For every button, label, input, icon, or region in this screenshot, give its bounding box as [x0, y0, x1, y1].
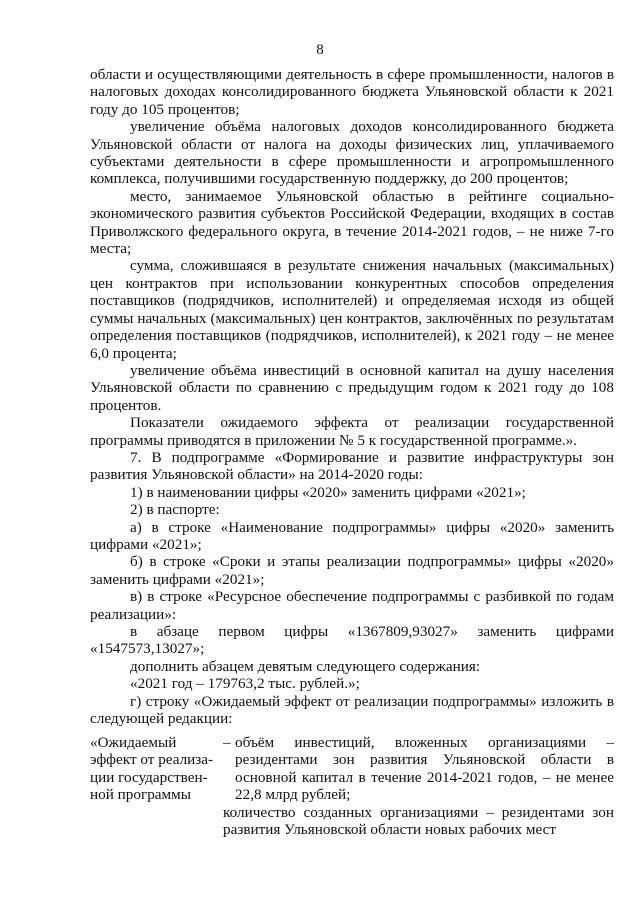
row-name-line: «Ожидаемый	[90, 734, 177, 751]
paragraph: дополнить абзацем девятым следующего содержания:	[130, 657, 481, 675]
page-number: 8	[316, 42, 324, 58]
row-dash: –	[223, 734, 231, 751]
list-item: 1) в наименовании цифры «2020» заменить цифрами «2021»;	[130, 483, 526, 501]
list-item: б) в строке «Сроки и этапы реализации подпрограммы» цифры «2020» заменить цифрами «2021»;	[90, 553, 614, 588]
passport-row-value	[223, 734, 614, 839]
paragraph: увеличение объёма налоговых доходов консолидированного бюджета Ульяновской области от налога на доходы физических лиц, уплачиваемого субъектами деятельности в сфере промышленности и агропромышленного комплекса, получившими государственную поддержку, до 200 процентов;	[90, 118, 614, 188]
row-value-paragraph: объём инвестиций, вложенных организациями – резидентами зон развития Ульяновской области в основной капитал в течение 2014-2021 годов, – не менее 22,8 млрд рублей;	[235, 734, 614, 804]
row-name-line: эффект от реализа-	[90, 751, 214, 769]
list-item: г) строку «Ожидаемый эффект от реализации подпрограммы» изложить в следующей редакции:	[90, 692, 614, 728]
list-item: 2) в паспорте:	[130, 501, 220, 519]
paragraph: области и осуществляющими деятельность в сфере промышленности, налогов в налоговых доходах консолидированного бюджета Ульяновской области к 2021 году до 105 процентов;	[90, 66, 614, 118]
row-name-line: ной программы	[90, 786, 191, 804]
passport-row	[90, 734, 614, 838]
document-body	[90, 66, 614, 727]
paragraph: место, занимаемое Ульяновской областью в рейтинге социально-экономического развития субъектов Российской Федерации, входящих в состав Приволжского федерального округа, в течение 2014-2021 годов, – не ниже 7-го места;	[90, 187, 614, 258]
row-name-line: ции государствен-	[90, 768, 208, 786]
paragraph: увеличение объёма инвестиций в основной капитал на душу населения Ульяновской области по сравнению с предыдущим годом к 2021 году до 108 процентов.	[90, 361, 614, 414]
row-value-paragraph: количество созданных организациями – резидентами зон развития Ульяновской области новых рабочих мест	[223, 803, 614, 839]
section-heading: 7. В подпрограмме «Формирование и развитие инфраструктуры зон развития Ульяновской области» на 2014-2020 годы:	[90, 448, 614, 484]
paragraph: сумма, сложившаяся в результате снижения начальных (максимальных) цен контрактов при использовании конкурентных способов определения поставщиков (подрядчиков, исполнителей) и определяемая исходя из общей суммы начальных (максимальных) цен контрактов, заключённых по результатам определения поставщиков (подрядчиков, исполнителей), к 2021 году – не менее 6,0 процента;	[90, 257, 614, 362]
paragraph: Показатели ожидаемого эффекта от реализации государственной программы приводятся в приложении № 5 к государственной программе.».	[90, 414, 614, 449]
quoted-text: «2021 год – 179763,2 тыс. рублей.»;	[130, 675, 360, 693]
list-item: а) в строке «Наименование подпрограммы» цифры «2020» заменить цифрами «2021»;	[90, 518, 614, 553]
passport-table	[90, 734, 614, 838]
passport-row-name	[90, 734, 223, 838]
list-item: в) в строке «Ресурсное обеспечение подпрограммы с разбивкой по годам реализации»:	[90, 588, 614, 623]
paragraph: в абзаце первом цифры «1367809,93027» заменить цифрами «1547573,13027»;	[90, 623, 614, 658]
